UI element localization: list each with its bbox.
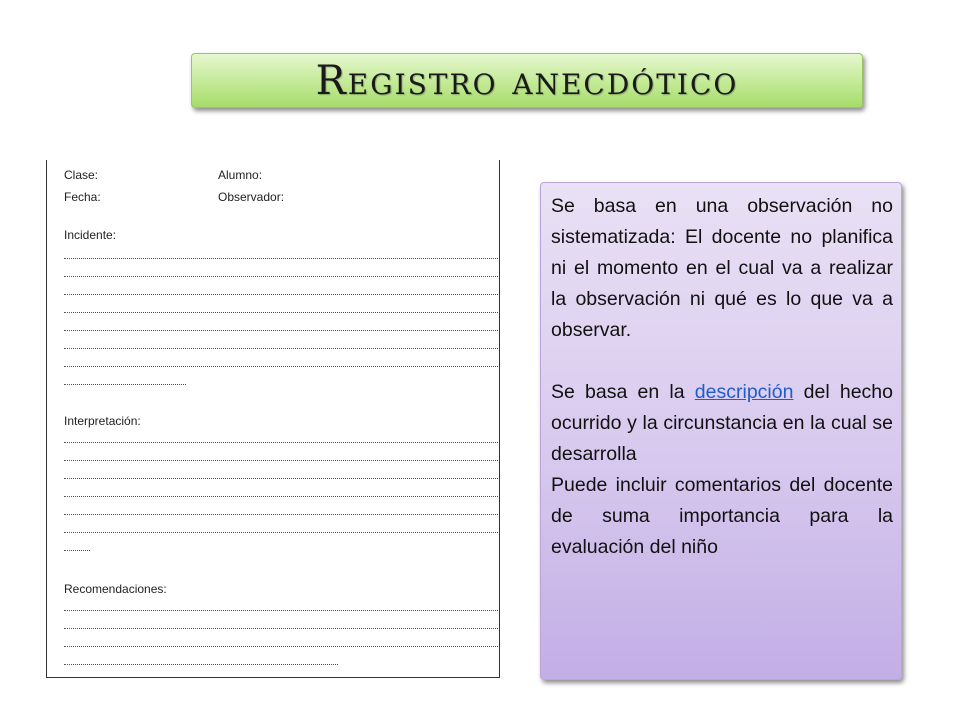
dotted-line xyxy=(64,642,498,647)
page-title: Registro anecdótico xyxy=(315,57,739,104)
dotted-line xyxy=(64,492,498,497)
anecdotal-record-form xyxy=(46,160,500,678)
form-label-observador: Observador: xyxy=(218,190,285,204)
descripcion-link[interactable]: descripción xyxy=(694,381,794,403)
dotted-line xyxy=(64,290,498,295)
description-paragraph-3: Puede incluir comentarios del docente de suma importancia para la evaluación del niño xyxy=(551,474,893,558)
dotted-line xyxy=(64,254,498,259)
dotted-line xyxy=(64,510,498,515)
title-banner xyxy=(191,53,863,108)
dotted-line xyxy=(64,326,498,331)
dotted-line xyxy=(64,456,498,461)
paragraph-2-start: Se basa en la xyxy=(551,381,695,403)
dotted-line xyxy=(64,438,498,443)
dotted-line xyxy=(64,474,498,479)
form-label-incidente: Incidente: xyxy=(64,228,117,242)
dotted-line xyxy=(64,380,186,385)
description-paragraph-2 xyxy=(551,377,893,470)
description-box xyxy=(540,182,902,680)
dotted-line xyxy=(64,546,90,551)
form-label-alumno: Alumno: xyxy=(218,168,263,182)
dotted-line xyxy=(64,606,498,611)
dotted-line xyxy=(64,660,338,665)
form-label-fecha: Fecha: xyxy=(64,190,101,204)
form-label-interpretacion: Interpretación: xyxy=(64,414,141,428)
description-paragraph-1: Se basa en una observación no sistematizada: El docente no planifica ni el momento en el cual va a realizar la observación ni qué es lo que va a observar. xyxy=(551,195,893,341)
dotted-line xyxy=(64,344,498,349)
dotted-line xyxy=(64,528,498,533)
dotted-line xyxy=(64,362,498,367)
dotted-line xyxy=(64,272,498,277)
paragraph-2-end: del hecho ocurrido y la circunstancia en la cual se desarrolla xyxy=(551,381,893,465)
dotted-line xyxy=(64,624,498,629)
form-label-recomendaciones: Recomendaciones: xyxy=(64,582,167,596)
form-label-clase: Clase: xyxy=(64,168,99,182)
dotted-line xyxy=(64,308,498,313)
